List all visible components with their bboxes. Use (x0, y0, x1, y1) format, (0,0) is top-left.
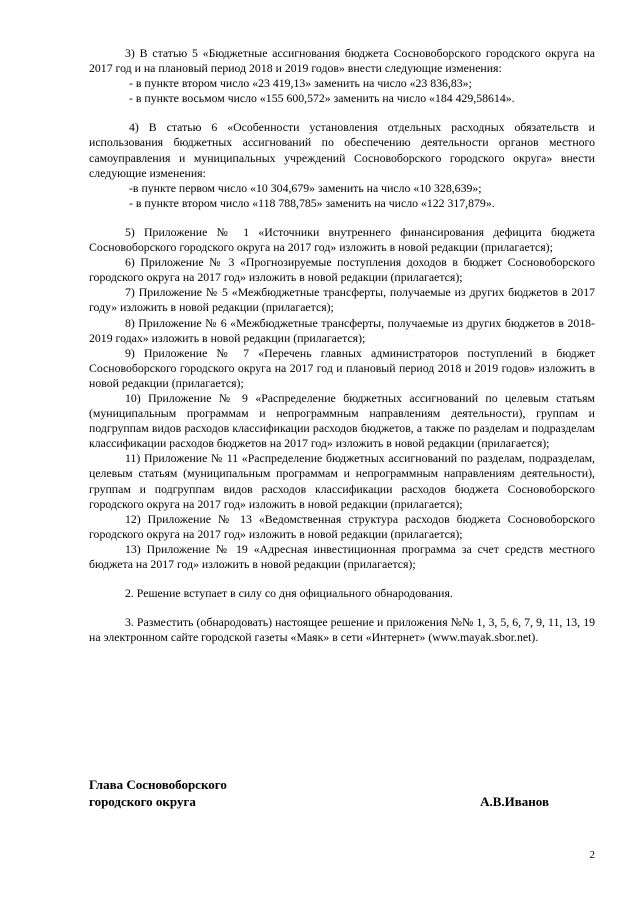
signature-title-line1: Глава Сосновоборского (89, 777, 227, 792)
page-number: 2 (589, 849, 595, 861)
paragraph-3-item-a: - в пункте втором число «23 419,13» заменить на число «23 836,83»; (129, 76, 472, 91)
paragraph-11: 11) Приложение № 11 «Распределение бюджетных ассигнований по разделам, подразделам, целевым статьям (муниципальным программам и непрограммным направлениям деятельности), группам и подгруппам видов расходов классификации расходов бюджета Сосновоборского городского округа на 2017 год» изложить в новой редакции (прилагается); (89, 451, 595, 511)
paragraph-8: 8) Приложение № 6 «Межбюджетные трансферты, получаемые из других бюджетов в 2018-2019 годах» изложить в новой редакции (прилагается); (89, 315, 595, 345)
paragraph-4-item-a: -в пункте первом число «10 304,679» заменить на число «10 328,639»; (129, 180, 482, 195)
paragraph-4-item-b: - в пункте втором число «118 788,785» заменить на число «122 317,879». (129, 195, 495, 210)
paragraph-5: 5) Приложение № 1 «Источники внутреннего финансирования дефицита бюджета Сосновоборского городского округа на 2017 год» изложить в новой редакции (прилагается); (89, 224, 595, 255)
section-3: 3. Разместить (обнародовать) настоящее решение и приложения №№ 1, 3, 5, 6, 7, 9, 11, 13, 19 на электронном сайте городской газеты «Маяк» в сети «Интернет» (www.mayak.sbor.net). (89, 615, 595, 645)
signature-name: А.В.Иванов (480, 794, 549, 809)
paragraph-10: 10) Приложение № 9 «Распределение бюджетных ассигнований по целевым статьям (муниципальным программам и непрограммным направлениям деятельности), группам и подгруппам видов расходов классификации расходов бюджетов, а также по разделам и подразделам классификации расходов бюджетов на 2017 год» изложить в новой редакции (прилагается); (89, 390, 595, 451)
paragraph-6: 6) Приложение № 3 «Прогнозируемые поступления доходов в бюджет Сосновоборского городского округа на 2017 год» изложить в новой редакции (прилагается); (89, 255, 595, 285)
signature-block (89, 776, 549, 810)
paragraph-13: 13) Приложение № 19 «Адресная инвестиционная программа за счет средств местного бюджета на 2017 год» изложить в новой редакции (прилагается); (89, 541, 595, 571)
document-body (89, 46, 595, 645)
paragraph-3: 3) В статью 5 «Бюджетные ассигнования бюджета Сосновоборского городского округа на 2017 год и на плановый период 2018 и 2019 годов» внести следующие изменения: (89, 46, 595, 76)
paragraph-12: 12) Приложение № 13 «Ведомственная структура расходов бюджета Сосновоборского городского округа на 2017 год» изложить в новой редакции (прилагается); (89, 511, 595, 541)
paragraph-4: 4) В статью 6 «Особенности установления отдельных расходных обязательств и использования бюджетных ассигнований по обеспечению деятельности органов местного самоуправления и муниципальных учреждений Сосновоборского городского округа» внести следующие изменения: (89, 120, 595, 180)
paragraph-9: 9) Приложение № 7 «Перечень главных администраторов поступлений в бюджет Сосновоборского городского округа на 2017 год и плановый период 2018 и 2019 годов» изложить в новой редакции (прилагается); (89, 345, 595, 390)
signature-title-line2: городского округа (89, 794, 196, 809)
paragraph-7: 7) Приложение № 5 «Межбюджетные трансферты, получаемые из других бюджетов в 2017 году» изложить в новой редакции (прилагается); (89, 285, 595, 315)
paragraph-3-item-b: - в пункте восьмом число «155 600,572» заменить на число «184 429,58614». (129, 91, 515, 106)
section-2: 2. Решение вступает в силу со дня официального обнародования. (125, 586, 453, 601)
